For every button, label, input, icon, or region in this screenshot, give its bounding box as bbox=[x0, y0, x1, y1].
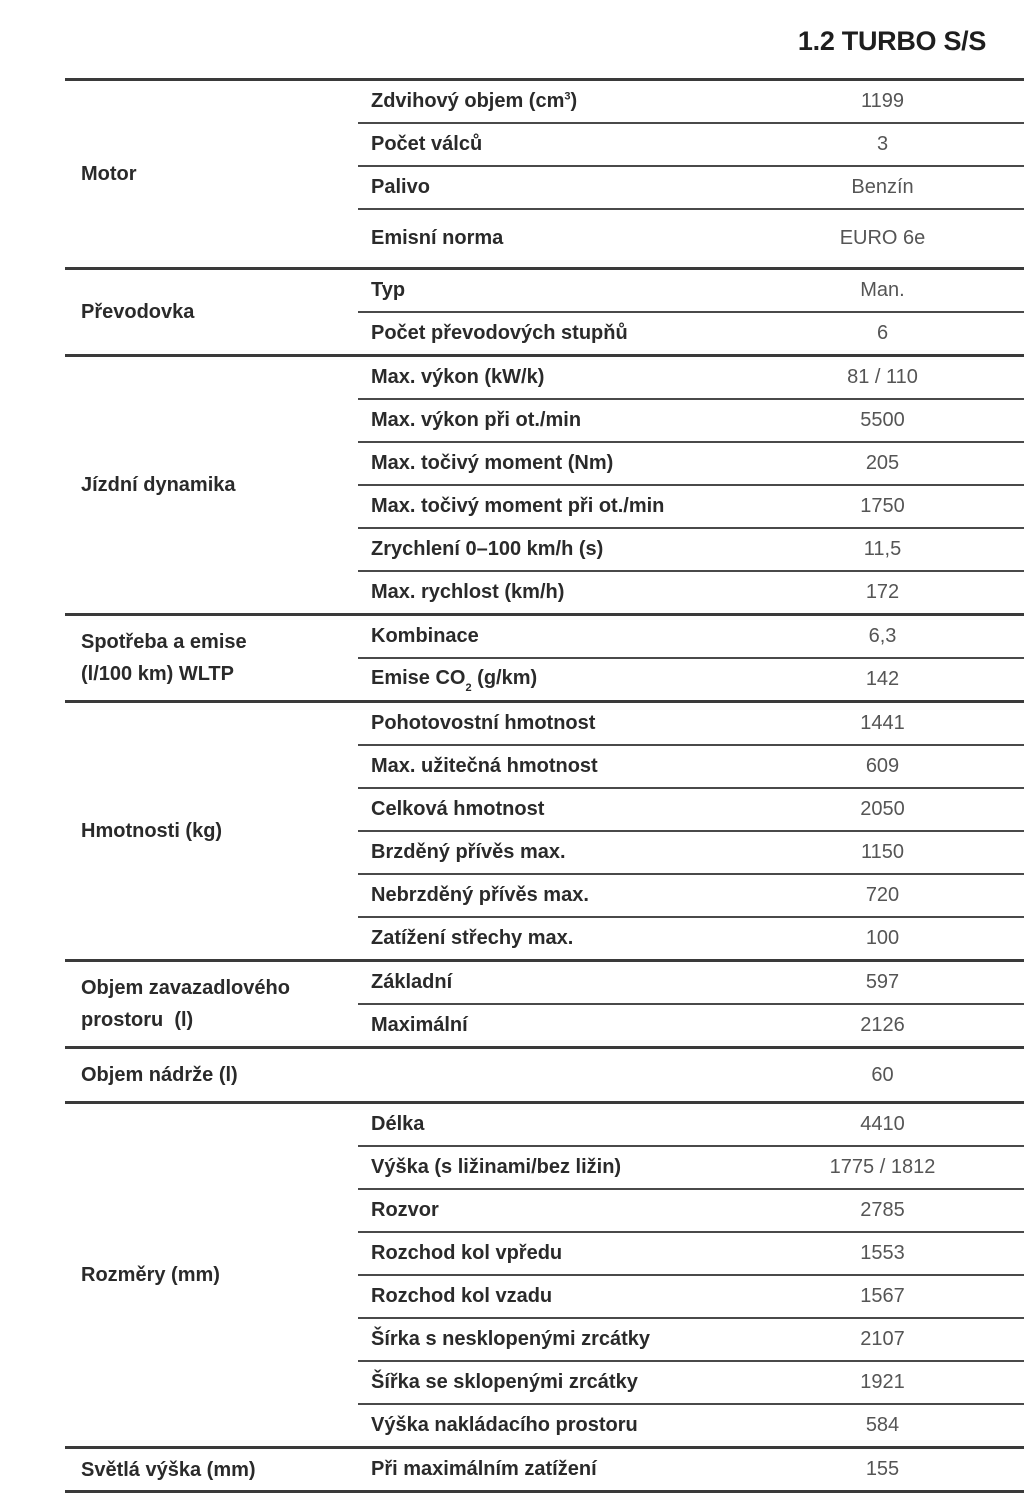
param-value: 1921 bbox=[860, 1371, 905, 1393]
group-prevodovka bbox=[65, 267, 1024, 354]
param-label: Emise $CO_2$ (g/km) bbox=[371, 667, 538, 694]
param-value: 1150 bbox=[860, 841, 904, 863]
table-row bbox=[358, 1231, 1024, 1274]
spec-title: 1.2 TURBO S/S bbox=[797, 26, 987, 56]
param-label: Max. točivý moment (Nm) bbox=[371, 452, 614, 474]
param-value: 11,5 bbox=[863, 538, 902, 560]
param-label: Brzděný přívěs max. bbox=[371, 841, 566, 863]
param-value: 2107 bbox=[860, 1328, 905, 1350]
table-row bbox=[358, 787, 1024, 830]
param-label: Max. rychlost (km/h) bbox=[371, 581, 565, 603]
table-row bbox=[358, 527, 1024, 570]
group-label-line: Objem zavazadlového bbox=[81, 977, 290, 999]
param-value: 584 bbox=[865, 1414, 900, 1436]
table-row bbox=[358, 484, 1024, 527]
param-value: 4410 bbox=[860, 1113, 905, 1135]
table-row bbox=[358, 1360, 1024, 1403]
group-dynamika bbox=[65, 354, 1024, 613]
param-value: 609 bbox=[865, 755, 900, 777]
param-value: 205 bbox=[865, 452, 900, 474]
group-nadrz bbox=[65, 1046, 1024, 1101]
param-label: Emisní norma bbox=[371, 227, 504, 249]
table-row bbox=[358, 962, 1024, 1003]
group-rozmery bbox=[65, 1101, 1024, 1446]
table-row bbox=[358, 1145, 1024, 1188]
param-label: Typ bbox=[371, 279, 406, 301]
param-label: Kombinace bbox=[371, 625, 479, 647]
group-svetla bbox=[65, 1446, 1024, 1493]
param-value: 2050 bbox=[860, 798, 905, 820]
table-row bbox=[358, 916, 1024, 959]
param-value: Benzín bbox=[851, 176, 914, 198]
table-row bbox=[358, 208, 1024, 267]
table-row bbox=[358, 270, 1024, 311]
param-value: 2126 bbox=[860, 1014, 905, 1036]
group-label-rozmery: Rozměry (mm) bbox=[81, 1264, 220, 1286]
group-label-prevodovka: Převodovka bbox=[81, 301, 195, 323]
table-row bbox=[358, 398, 1024, 441]
param-label: Počet převodových stupňů bbox=[371, 322, 628, 344]
param-label: Výška nakládacího prostoru bbox=[371, 1414, 638, 1436]
param-value: 2785 bbox=[860, 1199, 905, 1221]
param-value: 1567 bbox=[860, 1285, 905, 1307]
param-value: 5500 bbox=[860, 409, 905, 431]
param-label: Max. užitečná hmotnost bbox=[371, 755, 598, 777]
param-label: Max. výkon (kW/k) bbox=[371, 366, 545, 388]
table-row bbox=[358, 357, 1024, 398]
table-row bbox=[358, 1188, 1024, 1231]
group-zavazadlo bbox=[65, 959, 1024, 1046]
group-motor bbox=[65, 78, 1024, 267]
group-label-svetla: Světlá výška (mm) bbox=[81, 1458, 256, 1481]
param-label: Zatížení střechy max. bbox=[371, 927, 574, 949]
param-label: Pohotovostní hmotnost bbox=[371, 712, 596, 734]
group-label-nadrz: Objem nádrže (l) bbox=[81, 1064, 238, 1086]
param-label: Celková hmotnost bbox=[371, 798, 545, 820]
table-row bbox=[358, 81, 1024, 122]
group-spotreba bbox=[65, 613, 1024, 700]
param-value: 172 bbox=[865, 581, 900, 603]
table-row bbox=[358, 873, 1024, 916]
param-value: 1199 bbox=[860, 90, 904, 112]
group-label-line: prostoru (l) bbox=[81, 1009, 194, 1031]
param-value: EURO 6e bbox=[839, 227, 926, 249]
table-row bbox=[358, 165, 1024, 208]
table-row bbox=[358, 311, 1024, 354]
table-row bbox=[358, 744, 1024, 787]
group-label-motor: Motor bbox=[81, 163, 137, 185]
param-value: 1553 bbox=[860, 1242, 905, 1264]
param-label: Max. točivý moment při ot./min bbox=[371, 495, 665, 517]
table-row bbox=[358, 616, 1024, 657]
table-row bbox=[358, 441, 1024, 484]
table-row bbox=[358, 1274, 1024, 1317]
param-value: Man. bbox=[860, 279, 905, 301]
param-label: Max. výkon při ot./min bbox=[371, 409, 582, 431]
param-value: 3 bbox=[876, 133, 889, 155]
param-label: Při maximálním zatížení bbox=[371, 1458, 597, 1480]
group-label-line: Spotřeba a emise bbox=[81, 631, 247, 653]
group-label-hmotnosti: Hmotnosti (kg) bbox=[81, 820, 223, 842]
group-label-line: (l/100 km) WLTP bbox=[81, 663, 234, 685]
param-label: Zdvihový objem $(cm^3)$ bbox=[371, 90, 578, 112]
param-label: Rozchod kol vzadu bbox=[371, 1285, 553, 1307]
param-value: 1441 bbox=[860, 712, 905, 734]
param-value: 1775 / 1812 bbox=[829, 1156, 936, 1178]
table-row bbox=[358, 1403, 1024, 1446]
param-value: 597 bbox=[865, 971, 900, 993]
param-label: Šírka s nesklopenými zrcátky bbox=[371, 1328, 651, 1350]
table-row bbox=[358, 703, 1024, 744]
param-value: 1750 bbox=[860, 495, 905, 517]
param-label: Palivo bbox=[371, 176, 430, 198]
param-value: 720 bbox=[865, 884, 900, 906]
param-label: Maximální bbox=[371, 1014, 468, 1036]
param-label: Počet válců bbox=[371, 133, 483, 155]
table-row bbox=[358, 1317, 1024, 1360]
param-value: 6 bbox=[876, 322, 889, 344]
param-value: 155 bbox=[865, 1458, 900, 1480]
param-label: Šířka se sklopenými zrcátky bbox=[371, 1371, 638, 1393]
param-label: Zrychlení 0–100 km/h (s) bbox=[371, 538, 604, 560]
param-label: Nebrzděný přívěs max. bbox=[371, 884, 589, 906]
param-label: Základní bbox=[371, 971, 453, 993]
group-label-dynamika: Jízdní dynamika bbox=[81, 474, 236, 496]
table-row bbox=[358, 570, 1024, 613]
group-label-spotreba bbox=[65, 616, 355, 700]
param-value: 6,3 bbox=[868, 625, 897, 647]
param-label: Rozchod kol vpředu bbox=[371, 1242, 563, 1264]
param-value: 60 bbox=[871, 1063, 894, 1086]
group-label-zavazadlo bbox=[65, 962, 355, 1046]
table-row bbox=[358, 1049, 1024, 1101]
param-value: 100 bbox=[865, 927, 900, 949]
group-hmotnosti bbox=[65, 700, 1024, 959]
table-row bbox=[358, 657, 1024, 700]
table-row bbox=[358, 1003, 1024, 1046]
param-label: Rozvor bbox=[371, 1199, 439, 1221]
param-label: Délka bbox=[371, 1113, 425, 1135]
table-row bbox=[358, 830, 1024, 873]
param-value: 142 bbox=[865, 668, 900, 690]
table-row bbox=[358, 122, 1024, 165]
table-row bbox=[358, 1104, 1024, 1145]
param-value: 81 / 110 bbox=[847, 366, 918, 388]
spec-table bbox=[65, 78, 1024, 1493]
param-label: Výška (s ližinami/bez ližin) bbox=[371, 1156, 622, 1178]
table-row bbox=[358, 1449, 1024, 1490]
